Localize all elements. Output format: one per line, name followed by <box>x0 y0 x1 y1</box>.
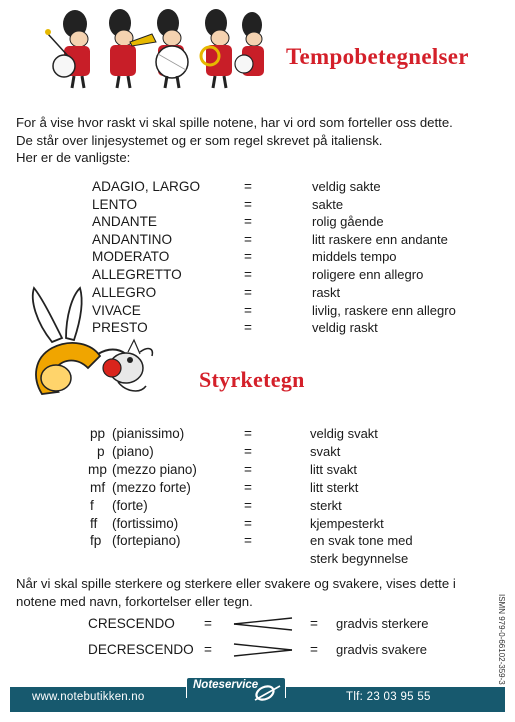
drummer-figure <box>45 10 90 88</box>
brand-name: Noteservice <box>193 679 259 691</box>
equals-sign: = <box>244 516 252 531</box>
dynamics-name: (fortepiano) <box>112 533 181 548</box>
dynamics-row <box>0 515 515 533</box>
equals-sign: = <box>244 480 252 495</box>
tempo-meaning: rolig gående <box>312 214 384 229</box>
tempo-term: ALLEGRETTO <box>92 267 182 282</box>
dynamics-meaning: svakt <box>310 444 341 459</box>
equals-sign: = <box>204 616 212 631</box>
horn-player-figure <box>201 9 232 88</box>
equals-sign: = <box>244 426 252 441</box>
intro-line: De står over linjesystemet og er som regel skrevet på italiensk. <box>16 132 383 148</box>
decrescendo-hairpin-icon <box>232 642 294 658</box>
trumpeter-figure <box>109 9 156 88</box>
dynamics-name: (mezzo forte) <box>112 480 191 495</box>
dynamics-outro <box>16 575 486 610</box>
equals-sign: = <box>244 267 252 282</box>
dynamics-abbr: pp <box>90 426 106 441</box>
equals-sign: = <box>244 232 252 247</box>
tempo-meaning: roligere enn allegro <box>312 267 424 282</box>
dynamics-row <box>0 532 515 550</box>
dynamics-name: (fortissimo) <box>112 516 179 531</box>
equals-sign: = <box>244 444 252 459</box>
dynamics-name: (mezzo piano) <box>112 462 197 477</box>
outro-line: notene med navn, forkortelser eller tegn. <box>16 593 253 609</box>
equals-sign: = <box>244 214 252 229</box>
dynamics-title: Styrketegn <box>199 367 305 392</box>
dynamics-abbr: mf <box>90 480 106 495</box>
tempo-row <box>0 213 515 231</box>
tempo-meaning: sakte <box>312 197 344 212</box>
tempo-title: Tempobetegnelser <box>286 44 469 69</box>
drummer-figure-right <box>235 12 264 76</box>
footer-website-link[interactable]: www.notebutikken.no <box>32 691 145 703</box>
dynamics-abbr: fp <box>90 533 102 548</box>
equals-sign: = <box>244 285 252 300</box>
tempo-row <box>0 231 515 249</box>
dynamics-meaning: litt sterkt <box>310 480 359 495</box>
tempo-term: MODERATO <box>92 249 170 264</box>
tempo-meaning: livlig, raskere enn allegro <box>312 303 456 318</box>
outro-line: Når vi skal spille sterkere og sterkere eller svakere og svakere, vises dette i <box>16 576 456 591</box>
tempo-term: ADAGIO, LARGO <box>92 179 201 194</box>
equals-sign: = <box>310 616 318 631</box>
equals-sign: = <box>244 498 252 513</box>
dynamics-meaning: litt svakt <box>310 462 357 477</box>
tempo-row <box>0 248 515 266</box>
equals-sign: = <box>204 642 212 657</box>
tempo-intro <box>16 114 500 167</box>
dynamics-row <box>0 479 515 497</box>
dynamics-row <box>0 443 515 461</box>
dynamics-meaning: veldig svakt <box>310 426 378 441</box>
intro-line: Her er de vanligste: <box>16 150 131 165</box>
dynamics-name: (forte) <box>112 498 148 513</box>
crescendo-meaning: gradvis sterkere <box>336 616 429 631</box>
bass-drummer-figure <box>156 9 188 88</box>
equals-sign: = <box>244 179 252 194</box>
ismn-code: ISMN 979-0-66102-359-3 <box>497 594 506 685</box>
dynamics-row <box>0 497 515 515</box>
equals-sign: = <box>244 320 252 335</box>
dynamics-meaning: kjempesterkt <box>310 516 384 531</box>
rabbit-horn-illustration <box>22 282 162 404</box>
dynamics-meaning: sterkt <box>310 498 342 513</box>
dynamics-meaning: en svak tone med <box>310 533 413 548</box>
tempo-row <box>0 196 515 214</box>
tempo-term: ANDANTINO <box>92 232 173 247</box>
equals-sign: = <box>244 462 252 477</box>
crescendo-hairpin-icon <box>232 616 294 632</box>
crescendo-term: CRESCENDO <box>88 616 175 631</box>
tempo-meaning: raskt <box>312 285 341 300</box>
equals-sign: = <box>244 533 252 548</box>
tempo-meaning: middels tempo <box>312 249 397 264</box>
tempo-row <box>0 178 515 196</box>
footer-bar <box>10 679 505 712</box>
dynamics-row <box>0 425 515 443</box>
footer-phone: Tlf: 23 03 95 55 <box>346 691 431 703</box>
tempo-term: VIVACE <box>92 303 141 318</box>
dynamics-name: (pianissimo) <box>112 426 185 441</box>
marching-band-illustration <box>40 4 265 90</box>
footer-brand <box>186 677 286 698</box>
dynamics-abbr: p <box>97 444 105 459</box>
crescendo-row <box>0 614 480 634</box>
decrescendo-meaning: gradvis svakere <box>336 642 428 657</box>
tempo-meaning: litt raskere enn andante <box>312 232 448 247</box>
intro-line: For å vise hvor raskt vi skal spille notene, har vi ord som forteller oss dette. <box>16 115 453 130</box>
dynamics-row <box>0 461 515 479</box>
noteservice-logo-icon <box>253 680 281 702</box>
equals-sign: = <box>244 249 252 264</box>
dynamics-meaning-continued: sterk begynnelse <box>310 551 409 566</box>
equals-sign: = <box>244 197 252 212</box>
dynamics-abbr: mp <box>88 462 107 477</box>
tempo-term: ANDANTE <box>92 214 157 229</box>
dynamics-abbr: f <box>90 498 94 513</box>
decrescendo-term: DECRESCENDO <box>88 642 194 657</box>
dynamics-row-continued <box>0 550 515 568</box>
tempo-term: LENTO <box>92 197 138 212</box>
tempo-meaning: veldig raskt <box>312 320 378 335</box>
decrescendo-row <box>0 640 480 660</box>
dynamics-name: (piano) <box>112 444 154 459</box>
equals-sign: = <box>244 303 252 318</box>
tempo-term: PRESTO <box>92 320 148 335</box>
tempo-term: ALLEGRO <box>92 285 157 300</box>
equals-sign: = <box>310 642 318 657</box>
dynamics-abbr: ff <box>90 516 98 531</box>
tempo-meaning: veldig sakte <box>312 179 381 194</box>
